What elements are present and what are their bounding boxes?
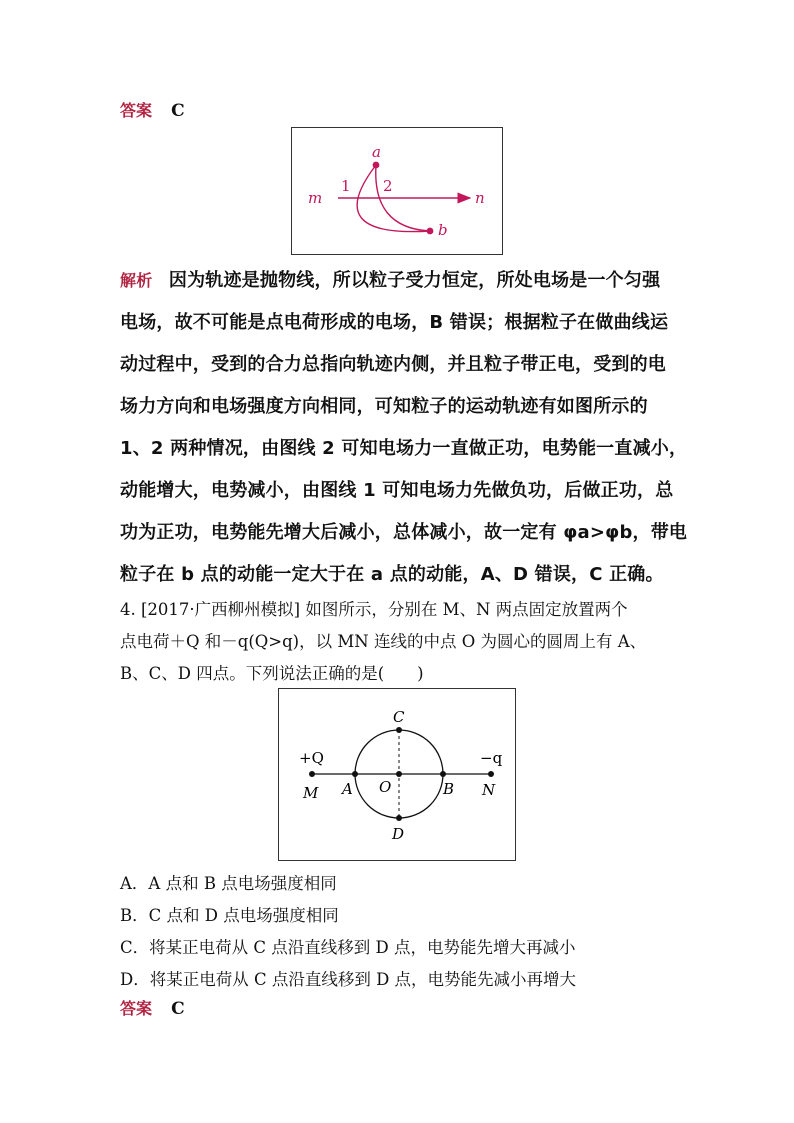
- point-n-dot: [488, 771, 494, 777]
- point-a-dot: [352, 771, 358, 777]
- answer-block-1: [120, 98, 185, 121]
- label-b: b: [438, 221, 448, 239]
- analysis-label: 解析: [120, 271, 153, 290]
- point-o-dot: [396, 771, 402, 777]
- analysis-line-6: 动能增大，电势减小，由图线 1 可知电场力先做负功，后做正功，总: [120, 480, 674, 501]
- label-c: C: [393, 708, 405, 726]
- label-curve-1: 1: [341, 177, 351, 195]
- option-c: C．将某正电荷从 C 点沿直线移到 D 点，电势能先增大再减小: [120, 938, 576, 957]
- answer-label: 答案: [120, 999, 153, 1018]
- analysis-line-7: 功为正功，电势能先增大后减小，总体减小，故一定有 φa>φb，带电: [120, 522, 688, 543]
- point-m-dot: [309, 771, 315, 777]
- analysis-line-5: 1、2 两种情况，由图线 2 可知电场力一直做正功，电势能一直减小，: [120, 438, 688, 459]
- label-curve-2: 2: [383, 177, 393, 195]
- point-a-dot: [373, 162, 380, 169]
- label-m: m: [308, 189, 323, 207]
- label-a: A: [342, 780, 353, 798]
- charges-diagram: [279, 689, 515, 860]
- label-m: M: [303, 784, 319, 802]
- analysis-line-1: 解析 因为轨迹是抛物线，所以粒子受力恒定，所处电场是一个匀强: [120, 270, 661, 291]
- trajectory-diagram: [292, 128, 502, 254]
- option-d: D．将某正电荷从 C 点沿直线移到 D 点，电势能先减小再增大: [120, 970, 577, 989]
- answer-value: C: [171, 999, 185, 1019]
- label-d: D: [392, 825, 405, 843]
- point-b-dot: [440, 771, 446, 777]
- question-line-1: 4. [2017·广西柳州模拟] 如图所示，分别在 M、N 两点固定放置两个: [120, 600, 628, 619]
- point-d-dot: [396, 815, 402, 821]
- label-plus-q: +Q: [299, 749, 324, 767]
- label-n: N: [482, 781, 496, 799]
- option-b: B．C 点和 D 点电场强度相同: [120, 906, 339, 925]
- point-c-dot: [396, 727, 402, 733]
- trajectory-figure: [291, 127, 503, 255]
- label-n: n: [475, 189, 485, 207]
- analysis-line-2: 电场，故不可能是点电荷形成的电场，B 错误；根据粒子在做曲线运: [120, 312, 669, 333]
- label-minus-q: −q: [480, 749, 503, 767]
- analysis-line-3: 动过程中，受到的合力总指向轨迹内侧，并且粒子带正电，受到的电: [120, 354, 666, 375]
- analysis-line-8: 粒子在 b 点的动能一定大于在 a 点的动能，A、D 错误，C 正确。: [120, 564, 664, 585]
- option-a: A．A 点和 B 点电场强度相同: [120, 874, 337, 893]
- charges-figure: [278, 688, 516, 861]
- question-line-2: 点电荷＋Q 和－q(Q>q)，以 MN 连线的中点 O 为圆心的圆周上有 A、: [120, 632, 647, 651]
- point-b-dot: [427, 228, 434, 235]
- label-b: B: [443, 780, 455, 798]
- question-line-3: B、C、D 四点。下列说法正确的是( ): [120, 664, 424, 683]
- answer-block-2: [120, 996, 185, 1019]
- analysis-line-4: 场力方向和电场强度方向相同，可知粒子的运动轨迹有如图所示的: [120, 396, 648, 417]
- answer-value: C: [171, 101, 185, 121]
- label-o: O: [379, 778, 392, 796]
- answer-label: 答案: [120, 101, 153, 120]
- label-a: a: [372, 143, 381, 161]
